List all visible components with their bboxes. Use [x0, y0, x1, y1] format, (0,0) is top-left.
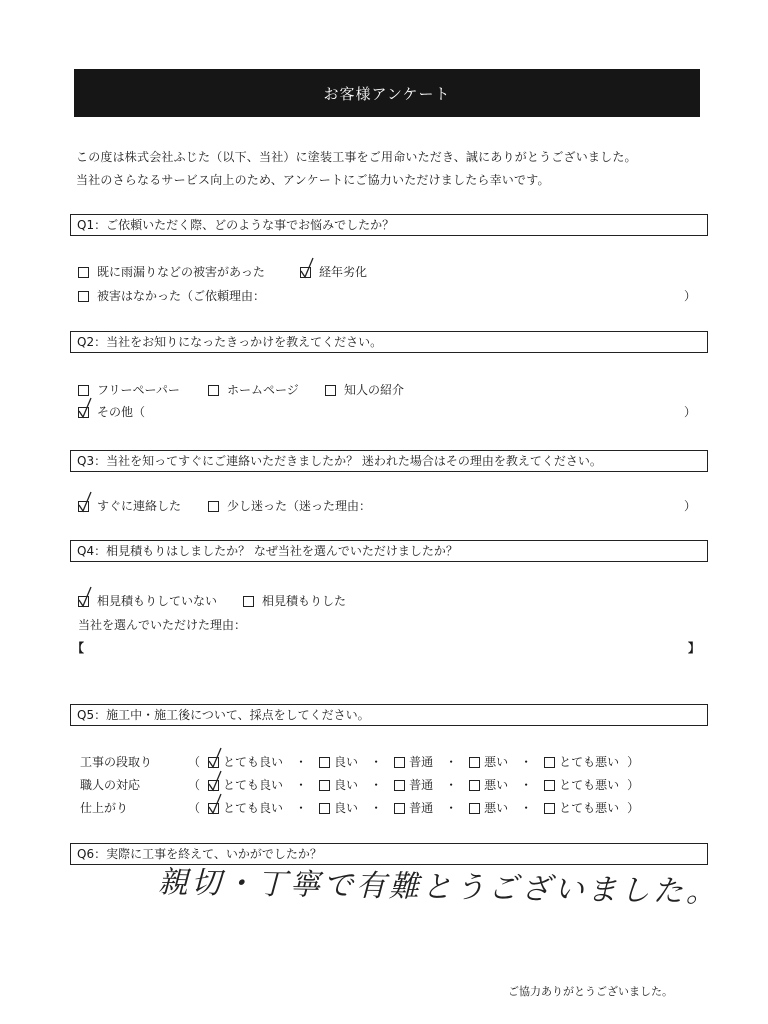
q4-close-bracket: 】 [688, 641, 701, 655]
separator: ・ [520, 778, 533, 792]
scale-label: とても良い [223, 755, 284, 769]
checkbox-icon[interactable] [78, 267, 89, 278]
rating-checkbox-icon[interactable] [319, 780, 330, 791]
q1-option-label: 経年劣化 [319, 265, 368, 279]
scale-label: 良い [334, 778, 359, 792]
q3-option-label: 少し迷った（迷った理由： [227, 499, 372, 513]
intro-line-1: この度は株式会社ふじた（以下、当社）に塗装工事をご用命いただき、誠にありがとうございました。 [76, 150, 637, 164]
q2-option-label: その他（ [97, 405, 146, 419]
q5-rating-row-craftsman[interactable] [188, 777, 639, 793]
q2-option-label: ホームページ [227, 383, 299, 397]
scale-label: とても悪い [559, 755, 620, 769]
open-paren: （ [188, 778, 201, 792]
intro-line-2: 当社のさらなるサービス向上のため、アンケートにご協力いただけましたら幸いです。 [76, 173, 550, 187]
checkbox-icon[interactable] [78, 385, 89, 396]
q4-open-bracket: 【 [72, 641, 85, 655]
checkbox-checked-icon[interactable] [78, 407, 89, 418]
rating-checkbox-icon[interactable] [544, 757, 555, 768]
q5-question: Q5：施工中・施工後について、採点をしてください。 [70, 704, 708, 726]
q1-close-paren: ） [684, 289, 697, 303]
scale-label: とても良い [223, 778, 284, 792]
separator: ・ [520, 755, 533, 769]
rating-checkbox-icon[interactable] [544, 803, 555, 814]
q1-option-label: 被害はなかった（ご依頼理由： [97, 289, 266, 303]
q5-rating-row-schedule[interactable] [188, 754, 639, 770]
q2-option-other[interactable] [78, 404, 145, 420]
q2-option-free-paper[interactable] [78, 382, 180, 398]
q2-option-homepage[interactable] [208, 382, 299, 398]
separator: ・ [445, 778, 458, 792]
open-paren: （ [188, 755, 201, 769]
close-paren: ） [627, 755, 640, 769]
separator: ・ [445, 801, 458, 815]
open-paren: （ [188, 801, 201, 815]
scale-label: 悪い [484, 801, 509, 815]
scale-label: とても悪い [559, 801, 620, 815]
separator: ・ [295, 778, 308, 792]
separator: ・ [295, 755, 308, 769]
q1-question: Q1：ご依頼いただく際、どのような事でお悩みでしたか？ [70, 214, 708, 236]
q4-reason-label: 当社を選んでいただけた理由： [78, 618, 247, 632]
scale-label: 良い [334, 801, 359, 815]
checkbox-icon[interactable] [208, 501, 219, 512]
scale-label: 普通 [409, 801, 434, 815]
checkbox-checked-icon[interactable] [78, 501, 89, 512]
scale-label: 普通 [409, 755, 434, 769]
rating-checkbox-icon[interactable] [469, 780, 480, 791]
close-paren: ） [627, 801, 640, 815]
checkbox-icon[interactable] [243, 596, 254, 607]
scale-label: 良い [334, 755, 359, 769]
rating-checkbox-icon[interactable] [469, 757, 480, 768]
rating-checkbox-icon[interactable] [469, 803, 480, 814]
q4-option-no-comparison[interactable] [78, 593, 217, 609]
q5-row-label: 工事の段取り [80, 755, 153, 769]
q5-row-label: 仕上がり [80, 801, 129, 815]
scale-label: 悪い [484, 755, 509, 769]
close-paren: ） [627, 778, 640, 792]
q2-question: Q2：当社をお知りになったきっかけを教えてください。 [70, 331, 708, 353]
rating-checkbox-icon[interactable] [319, 803, 330, 814]
checkbox-icon[interactable] [78, 291, 89, 302]
rating-checkbox-icon[interactable] [394, 780, 405, 791]
q1-option-aging[interactable] [300, 264, 367, 280]
q4-question: Q4：相見積もりはしましたか？ なぜ当社を選んでいただけましたか？ [70, 540, 708, 562]
q4-option-compared[interactable] [243, 593, 346, 609]
q1-option-label: 既に雨漏りなどの被害があった [97, 265, 265, 279]
q3-close-paren: ） [684, 499, 697, 513]
q5-row-label: 職人の対応 [80, 778, 141, 792]
checkbox-checked-icon[interactable] [300, 267, 311, 278]
rating-checkbox-icon[interactable] [394, 757, 405, 768]
rating-checkbox-checked-icon[interactable] [208, 803, 219, 814]
separator: ・ [295, 801, 308, 815]
q3-option-hesitated[interactable] [208, 498, 371, 514]
scale-label: とても良い [223, 801, 284, 815]
q6-question: Q6：実際に工事を終えて、いかがでしたか？ [70, 843, 708, 865]
rating-checkbox-icon[interactable] [394, 803, 405, 814]
q4-option-label: 相見積もりした [262, 594, 347, 608]
footer-thanks: ご協力ありがとうございました。 [508, 985, 673, 998]
separator: ・ [520, 801, 533, 815]
scale-label: とても悪い [559, 778, 620, 792]
q5-rating-row-finish[interactable] [188, 800, 639, 816]
checkbox-icon[interactable] [208, 385, 219, 396]
survey-title: お客様アンケート [74, 69, 700, 117]
separator: ・ [370, 801, 383, 815]
q3-option-contacted[interactable] [78, 498, 181, 514]
q3-question: Q3：当社を知ってすぐにご連絡いただきましたか？ 迷われた場合はその理由を教えてください。 [70, 450, 708, 472]
rating-checkbox-icon[interactable] [544, 780, 555, 791]
q1-option-leak[interactable] [78, 264, 265, 280]
scale-label: 普通 [409, 778, 434, 792]
rating-checkbox-checked-icon[interactable] [208, 780, 219, 791]
q2-close-paren: ） [684, 405, 697, 419]
q1-option-no-damage[interactable] [78, 288, 265, 304]
q2-option-referral[interactable] [325, 382, 404, 398]
q2-option-label: 知人の紹介 [344, 383, 405, 397]
separator: ・ [445, 755, 458, 769]
q3-option-label: すぐに連絡した [97, 499, 182, 513]
rating-checkbox-checked-icon[interactable] [208, 757, 219, 768]
q2-option-label: フリーペーパー [97, 383, 180, 397]
checkbox-icon[interactable] [325, 385, 336, 396]
separator: ・ [370, 778, 383, 792]
q6-handwritten-answer: 親切・丁寧で有難とうございました。 [157, 865, 720, 910]
q4-option-label: 相見積もりしていない [97, 594, 218, 608]
checkbox-checked-icon[interactable] [78, 596, 89, 607]
scale-label: 悪い [484, 778, 509, 792]
separator: ・ [370, 755, 383, 769]
rating-checkbox-icon[interactable] [319, 757, 330, 768]
